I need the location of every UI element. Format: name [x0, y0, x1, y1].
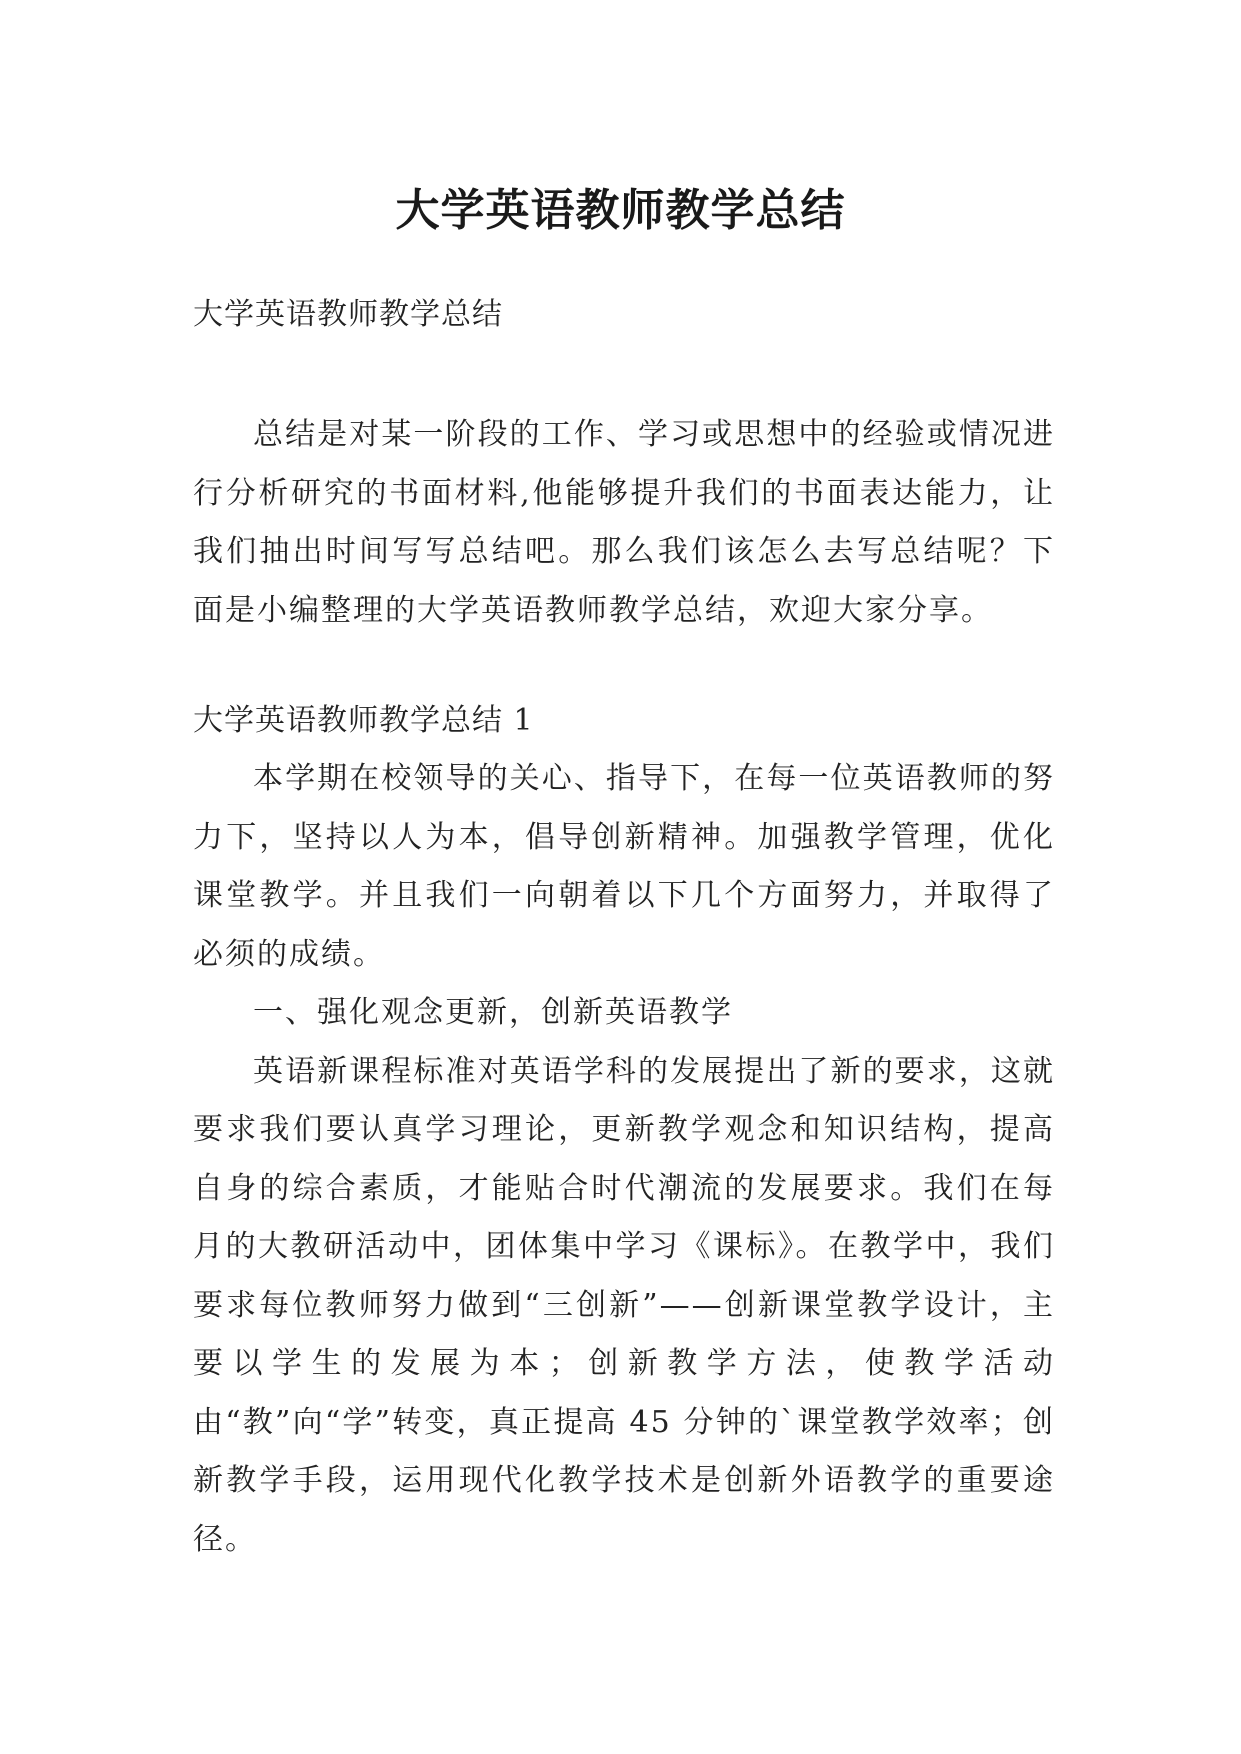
document-subtitle: 大学英语教师教学总结 — [193, 297, 503, 332]
intro-paragraph: 总结是对某一阶段的工作、学习或思想中的经验或情况进行分析研究的书面材料,他能够提升我们的书面表达能力，让我们抽出时间写写总结吧。那么我们该怎么去写总结呢？下面是小编整理的大学英语教师教学总结，欢迎大家分享。 — [193, 417, 1055, 628]
section-paragraph-1: 本学期在校领导的关心、指导下，在每一位英语教师的努力下，坚持以人为本，倡导创新精神。加强教学管理，优化课堂教学。并且我们一向朝着以下几个方面努力，并取得了必须的成绩。 — [193, 761, 1055, 972]
section-paragraph-2: 英语新课程标准对英语学科的发展提出了新的要求，这就要求我们要认真学习理论，更新教学观念和知识结构，提高自身的综合素质，才能贴合时代潮流的发展要求。我们在每月的大教研活动中，团体集中学习《课标》。在教学中，我们要求每位教师努力做到“三创新”——创新课堂教学设计，主要以学生的发展为本；创新教学方法，使教学活动由“教”向“学”转变，真正提高 45 分钟的`课堂教学效率；创新教学手段，运用现代化教学技术是创新外语教学的重要途径。 — [193, 1053, 1055, 1557]
section-point-heading: 一、强化观念更新，创新英语教学 — [253, 995, 733, 1030]
document-title: 大学英语教师教学总结 — [395, 185, 846, 237]
section-heading: 大学英语教师教学总结 1 — [193, 703, 534, 738]
intro-block — [193, 406, 1055, 640]
section-content — [193, 750, 1055, 1569]
